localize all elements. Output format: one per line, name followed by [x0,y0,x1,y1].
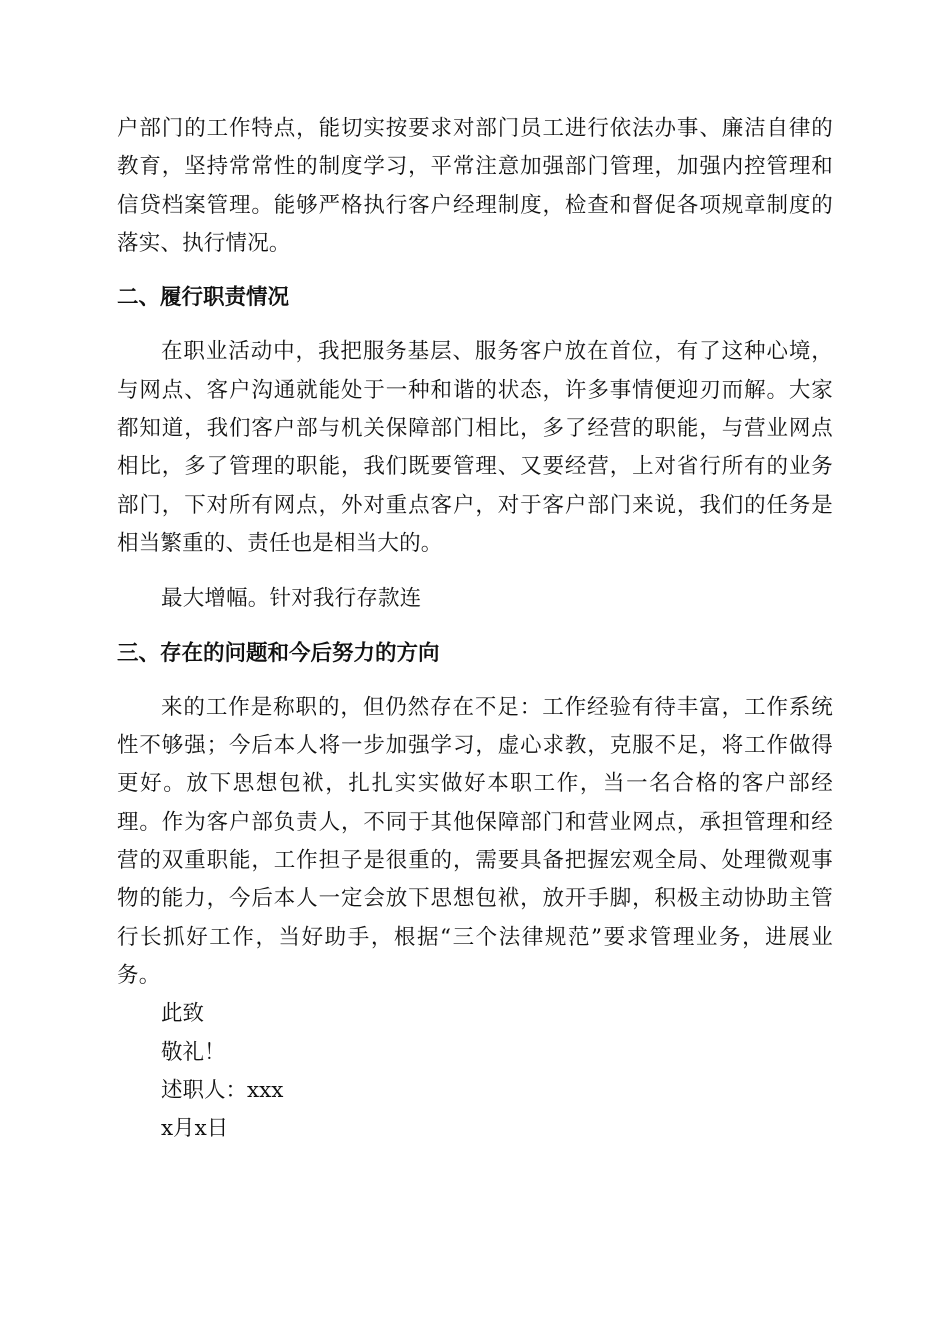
paragraph-problems: 来的工作是称职的，但仍然存在不足：工作经验有待丰富，工作系统性不够强；今后本人将一步加强学习，虚心求教，克服不足，将工作做得更好。放下思想包袱，扎扎实实做好本职工作，当一名合格的客户部经理。作为客户部负责人，不同于其他保障部门和营业网点，承担管理和经营的双重职能，工作担子是很重的，需要具备把握宏观全局、处理微观事物的能力，今后本人一定会放下思想包袱，放开手脚，积极主动协助主管行长抓好工作，当好助手，根据“三个法律规范”要求管理业务，进展业务。 [117,694,833,988]
closing-salutation: 此致 [161,1001,205,1027]
date: x月x日 [161,1116,229,1142]
paragraph-duties: 在职业活动中，我把服务基层、服务客户放在首位，有了这种心境，与网点、客户沟通就能处于一种和谐的状态，许多事情便迎刃而解。大家都知道，我们客户部与机关保障部门相比，多了经营的职能，与营业网点相比，多了管理的职能，我们既要管理、又要经营，上对省行所有的业务部门，下对所有网点，外对重点客户，对于客户部门来说，我们的任务是相当繁重的、责任也是相当大的。 [117,339,833,556]
section-heading-duties: 二、履行职责情况 [117,285,290,311]
document-body [117,110,833,1148]
section-heading-problems: 三、存在的问题和今后努力的方向 [117,640,440,666]
paragraph-growth: 最大增幅。针对我行存款连 [161,586,422,612]
closing-regards: 敬礼！ [161,1039,226,1065]
signature: 述职人：xxx [161,1077,284,1103]
paragraph-intro-continued: 户部门的工作特点，能切实按要求对部门员工进行依法办事、廉洁自律的教育，坚持常常性的制度学习，平常注意加强部门管理，加强内控管理和信贷档案管理。能够严格执行客户经理制度，检查和督促各项规章制度的落实、执行情况。 [117,116,833,256]
